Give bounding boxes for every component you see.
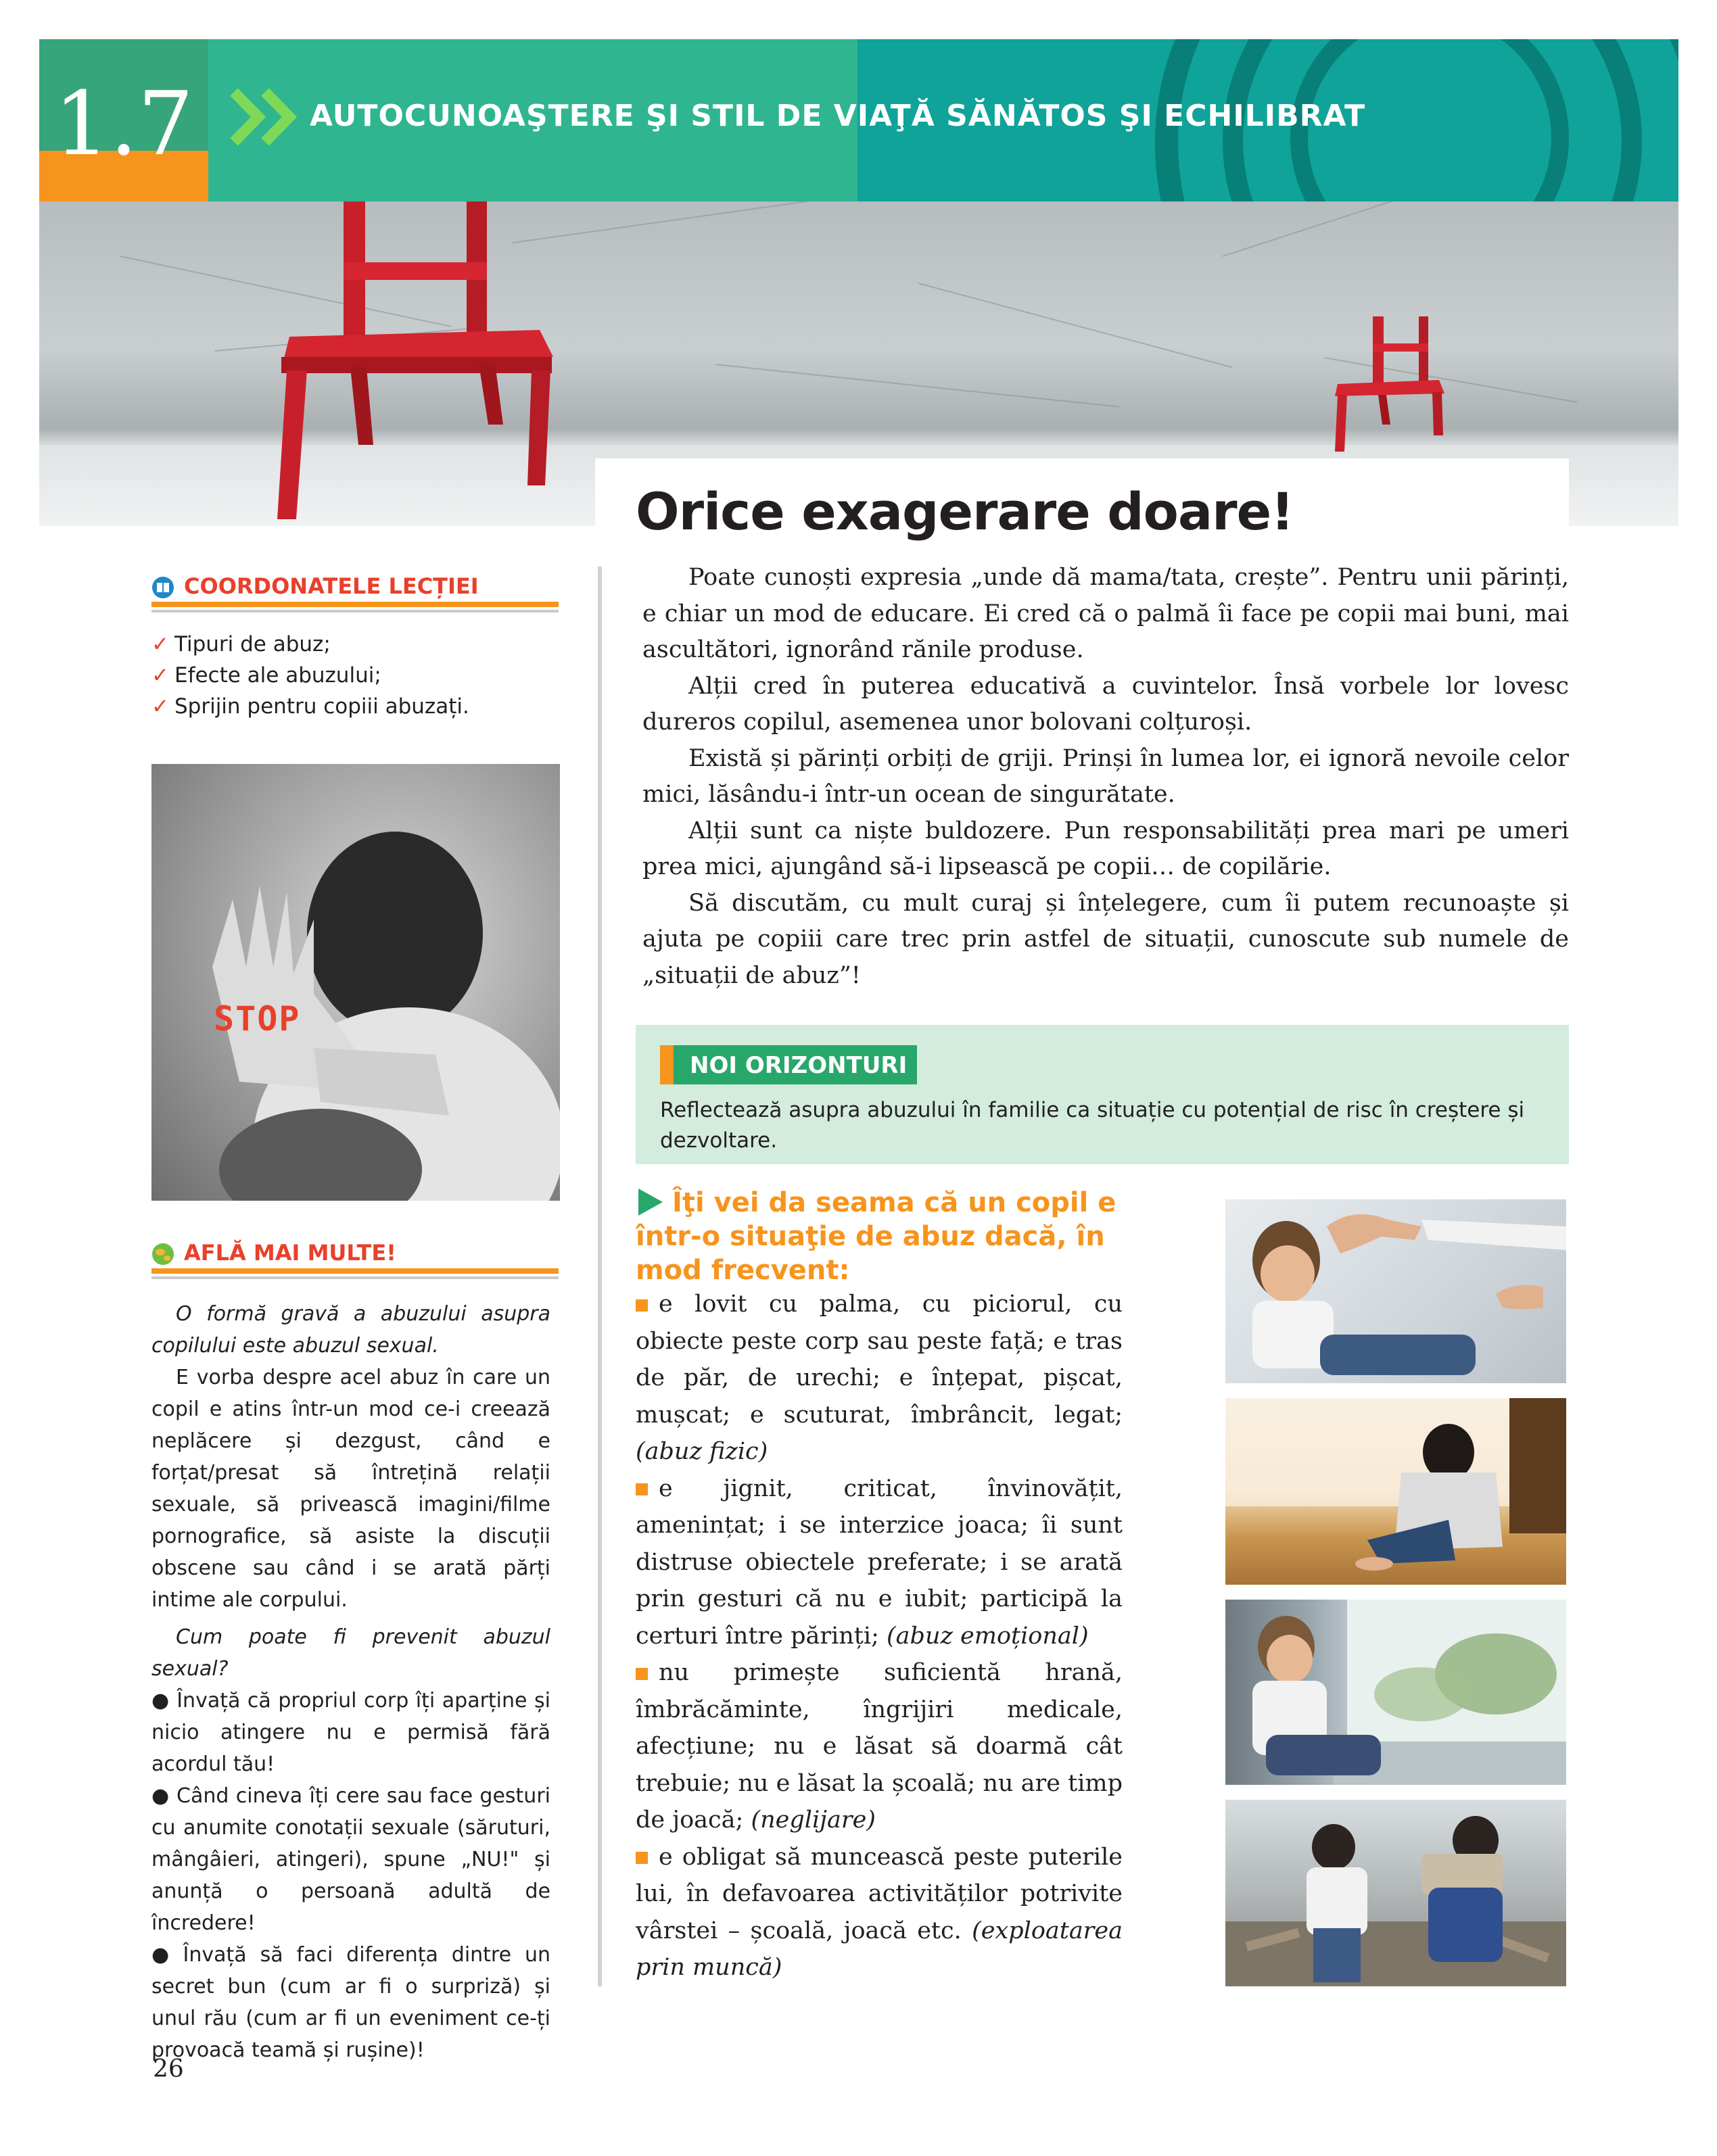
afla-bullet: ● Când cineva îți cere sau face gesturi cu anumite conotații sexuale (săruturi, mângâieri, atingeri), spune „NU!" și anunță o persoană adultă de încredere! — [151, 1784, 550, 1935]
photo-child-sitting-floor — [1225, 1398, 1566, 1585]
chapter-title: AUTOCUNOAŞTERE ŞI STIL DE VIAŢĂ SĂNĂTOS ŞI ECHILIBRAT — [310, 99, 1366, 133]
list-item: ✓ Sprijin pentru copiii abuzați. — [151, 694, 469, 719]
afla-paragraph-2: E vorba despre acel abuz în care un copil e atins într-un mod ce-i creează neplăcere și dezgust, când e forțat/presat să întrețină relații sexuale, să privească imagini/filme pornografice, să asiste la discuții obscene sau când i se arată părți intime ale corpului. — [151, 1366, 550, 1612]
intro-paragraph: Alții cred în puterea educativă a cuvintelor. Însă vorbele lor lovesc dureros copilul, asemenea unor bolovani colțuroși. — [642, 672, 1569, 736]
page-title: Orice exagerare doare! — [636, 481, 1294, 542]
intro-paragraph: Poate cunoști expresia „unde dă mama/tata, crește”. Pentru unii părinți, e chiar un mod de educare. Ei cred că o palmă îi face pe copii mai buni, mai ascultători, ignorând rănile produse. — [642, 564, 1569, 663]
list-item: e lovit cu palma, cu piciorul, cu obiecte peste corp sau peste față; e tras de păr, de urechi; e înțepat, pișcat, mușcat; e scuturat, îmbrâncit, legat; (abuz fizic) — [636, 1291, 1123, 1465]
afla-paragraph-1: O formă gravă a abuzului asupra copilului este abuzul sexual. — [151, 1302, 550, 1358]
list-item: ✓ Efecte ale abuzului; — [151, 663, 381, 688]
afla-rule-grey — [151, 1276, 559, 1279]
afla-body — [151, 1298, 550, 2066]
intro-paragraph: Alții sunt ca niște buldozere. Pun responsabilități prea mari pe umeri prea mici, ajungând să-i lipsească pe copii… de copilărie. — [642, 817, 1569, 880]
photo-child-labor-drawing — [1225, 1800, 1566, 1986]
noi-orizonturi-label: NOI ORIZONTURI — [690, 1052, 908, 1079]
noi-orizonturi-text: Reflectează asupra abuzului în familie ca situație cu potențial de risc în creștere și dezvoltare. — [660, 1098, 1525, 1153]
photo-child-sitting-drawing — [1225, 1398, 1566, 1585]
afla-bullet: ● Învață că propriul corp îți aparține și nicio atingere nu e permisă fără acordul tău! — [151, 1689, 550, 1776]
afla-rule — [151, 1268, 559, 1274]
photo-child-hands-drawing — [1225, 1199, 1566, 1383]
bullet-square-icon — [636, 1852, 648, 1864]
coordonate-rule-grey — [151, 610, 559, 613]
intro-paragraph: Să discutăm, cu mult curaj și înțelegere, cum îi putem recunoaște și ajuta pe copiii care trec prin astfel de situații, cunoscute sub numele de „situații de abuz”! — [642, 889, 1569, 989]
list-item: e obligat să muncească peste puterile lui, în defavoarea activităților potrivite vârstei – școală, joacă etc. (exploatarea prin muncă) — [636, 1843, 1123, 1981]
bullet-square-icon — [636, 1668, 648, 1680]
photo-child-hands — [1225, 1199, 1566, 1383]
abuse-heading: Îţi vei da seama că un copil e într-o situaţie de abuz dacă, în mod frecvent: — [636, 1187, 1116, 1286]
bullet-square-icon — [636, 1483, 648, 1495]
list-item: nu primește suficientă hrană, îmbrăcăminte, îngrijiri medicale, afecțiune; nu e lăsat să doarmă cât trebuie; nu e lăsat la școală; nu are timp de joacă; (neglijare) — [636, 1659, 1123, 1834]
bullet-square-icon — [636, 1299, 648, 1312]
chevrons-icon — [230, 87, 304, 147]
photo-child-labor — [1225, 1800, 1566, 1986]
coordonate-heading: COORDONATELE LECȚIEI — [184, 573, 479, 599]
afla-heading: AFLĂ MAI MULTE! — [184, 1240, 396, 1266]
intro-text — [642, 560, 1569, 994]
abuse-list — [636, 1286, 1123, 1986]
page-number: 26 — [153, 2055, 184, 2083]
intro-paragraph: Există și părinți orbiți de griji. Prinși în lumea lor, ei ignoră nevoile celor mici, lăsându-i într-un ocean de singurătate. — [642, 744, 1569, 808]
column-divider — [598, 567, 602, 1986]
list-item: ✓ Tipuri de abuz; — [151, 632, 331, 656]
coordonate-list — [151, 629, 557, 722]
book-icon — [151, 576, 174, 599]
red-chair-large — [202, 201, 580, 526]
list-item: e jignit, criticat, învinovățit, amenințat; i se interzice joaca; îi sunt distruse obiectele preferate; i se arată prin gesturi că nu e iubit; participă la certuri între părinți; (abuz emoțional) — [636, 1475, 1123, 1650]
photo-child-window — [1225, 1600, 1566, 1785]
globe-icon — [151, 1243, 174, 1266]
coordonate-rule — [151, 602, 559, 607]
red-chair-small — [1311, 316, 1459, 458]
afla-question: Cum poate fi prevenit abuzul sexual? — [151, 1625, 550, 1681]
child-silhouette — [151, 764, 560, 1201]
afla-bullet: ● Învață să faci diferența dintre un secret bun (cum ar fi o surpriză) și unul rău (cum ar fi un eveniment ce-ți provoacă teamă și rușine)! — [151, 1943, 550, 2062]
stop-photo — [151, 764, 560, 1201]
photo-child-window-drawing — [1225, 1600, 1566, 1785]
noi-orizonturi-accent — [660, 1045, 674, 1084]
lesson-number: 1.7 — [53, 72, 194, 175]
stop-sign-text: STOP — [214, 999, 301, 1038]
